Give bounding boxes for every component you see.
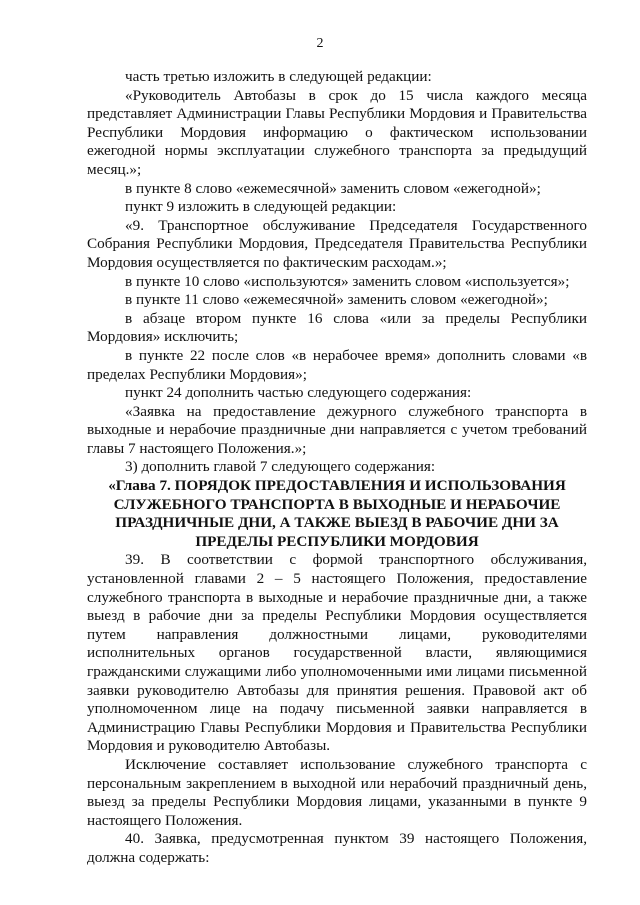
paragraph: 40. Заявка, предусмотренная пунктом 39 настоящего Положения, должна содержать: [87, 830, 587, 866]
paragraph: в пункте 11 слово «ежемесячной» заменить словом «ежегодной»; [125, 291, 548, 309]
document-body [87, 68, 587, 868]
paragraph: 3) дополнить главой 7 следующего содержания: [125, 458, 436, 476]
paragraph: в пункте 10 слово «используются» заменить словом «используется»; [125, 272, 570, 290]
paragraph: часть третью изложить в следующей редакции: [125, 68, 432, 85]
paragraph: «Заявка на предоставление дежурного служебного транспорта в выходные и нерабочие праздничные дни направляется с учетом требований главы 7 настоящего Положения.»; [87, 402, 587, 457]
paragraph: Исключение составляет использование служебного транспорта с персональным закреплением в выходной или нерабочий праздничный день, выезд за пределы Республики Мордовия лицами, указанными в пункте 9 настоящего Положения. [87, 755, 587, 829]
paragraph: пункт 9 изложить в следующей редакции: [125, 198, 397, 216]
paragraph: «Руководитель Автобазы в срок до 15 числа каждого месяца представляет Администрации Главы Республики Мордовия и Правительства Республики Мордовия информацию о фактическом использовании ежегодной нормы эксплуатации служебного транспорта за предыдущий месяц.»; [87, 86, 587, 178]
chapter-heading: «Глава 7. ПОРЯДОК ПРЕДОСТАВЛЕНИЯ И ИСПОЛЬЗОВАНИЯ СЛУЖЕБНОГО ТРАНСПОРТА В ВЫХОДНЫЕ И НЕРАБОЧИЕ ПРАЗДНИЧНЫЕ ДНИ, А ТАКЖЕ ВЫЕЗД В РАБОЧИЕ ДНИ ЗА ПРЕДЕЛЫ РЕСПУБЛИКИ МОРДОВИЯ [108, 477, 566, 550]
paragraph: в пункте 22 после слов «в нерабочее время» дополнить словами «в пределах Республики Мордовия»; [87, 346, 587, 383]
page-number: 2 [316, 36, 324, 51]
paragraph: в абзаце втором пункте 16 слова «или за пределы Республики Мордовия» исключить; [87, 309, 587, 346]
paragraph: «9. Транспортное обслуживание Председателя Государственного Собрания Республики Мордовия, Председателя Правительства Республики Мордовия осуществляется по фактическим расходам.»; [87, 216, 587, 271]
paragraph: 39. В соответствии с формой транспортного обслуживания, установленной главами 2 – 5 настоящего Положения, предоставление служебного транспорта в выходные и нерабочие праздничные дни, а также выезд в рабочие дни за пределы Республики Мордовия осуществляется путем направления должностными лицами, руководителями исполнительных органов государственной власти, являющимися гражданскими служащими либо уполномоченными ими лицами письменной заявки руководителю Автобазы для принятия решения. Правовой акт об уполномоченном лице на подачу письменной заявки направляется в Администрацию Главы Республики Мордовия и Правительства Республики Мордовия и руководителю Автобазы. [87, 551, 587, 755]
paragraph: в пункте 8 слово «ежемесячной» заменить словом «ежегодной»; [125, 179, 541, 197]
paragraph: пункт 24 дополнить частью следующего содержания: [125, 384, 472, 402]
